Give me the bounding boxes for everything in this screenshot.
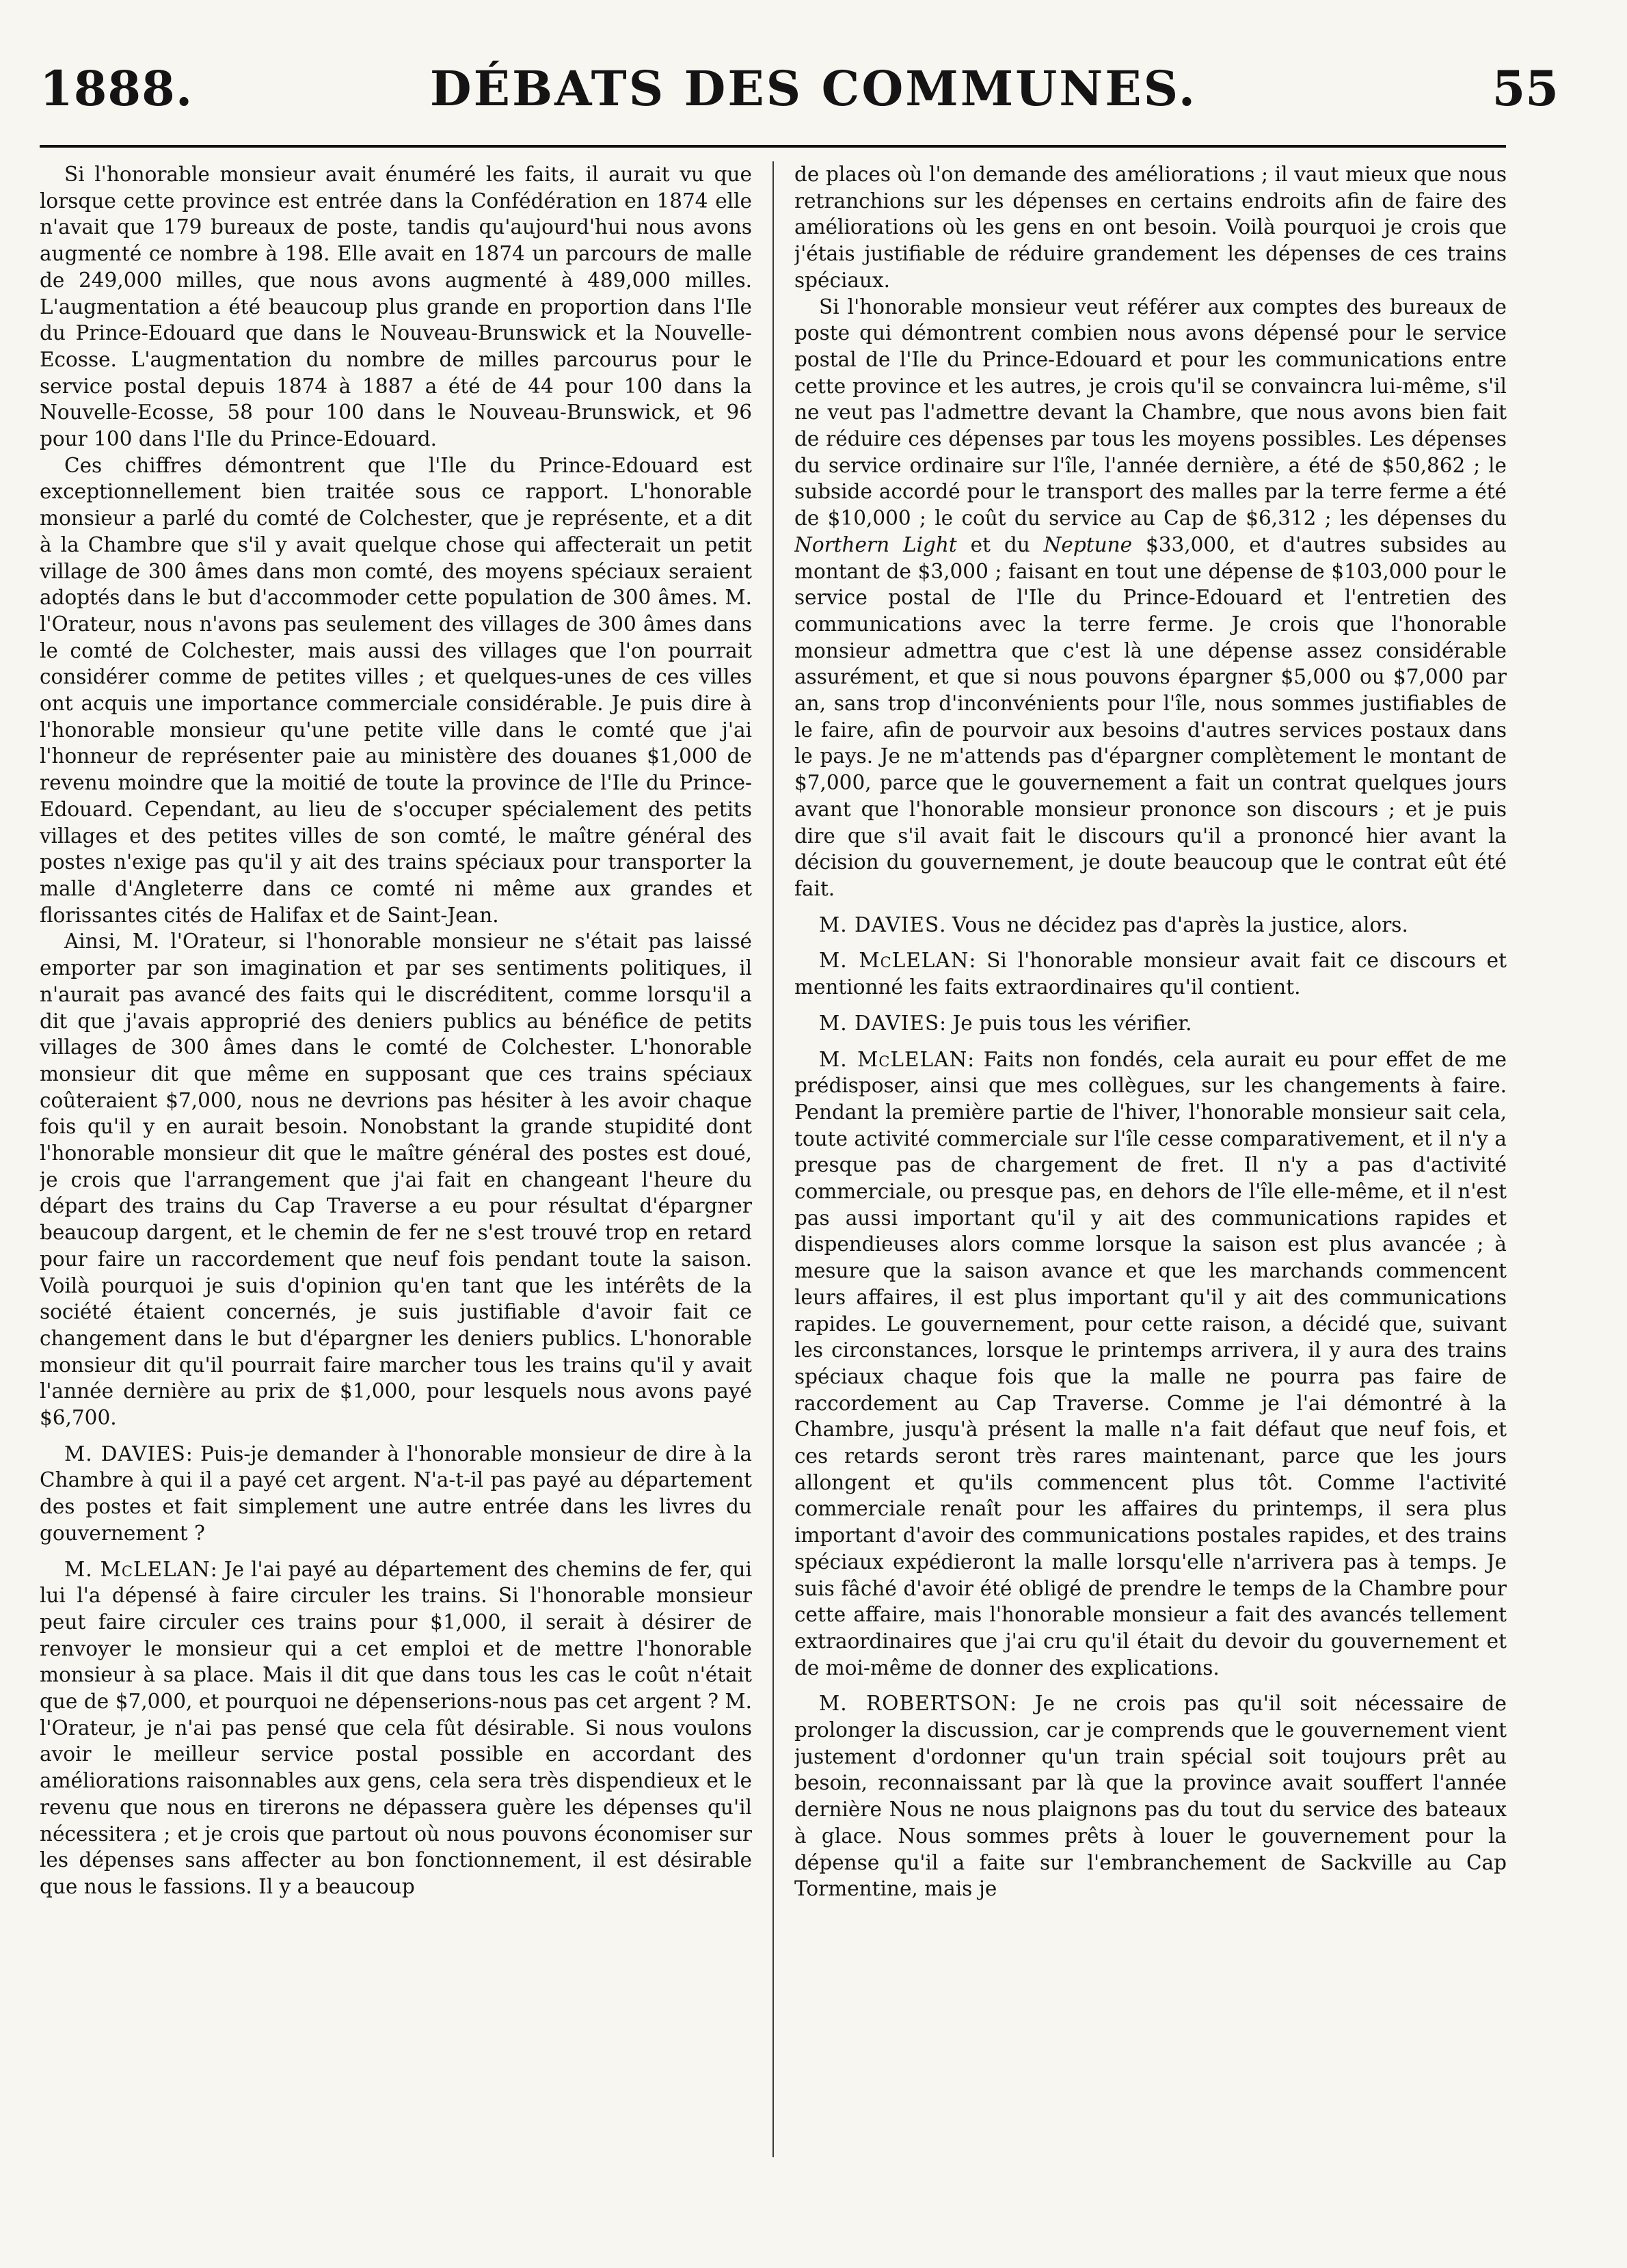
speaker-name: M. McLELAN <box>819 949 969 973</box>
ship-name: Neptune <box>1043 532 1133 556</box>
speech <box>40 1441 752 1547</box>
paragraph-text: et du <box>956 532 1044 556</box>
paragraph: Ces chiffres démontrent que l'Ile du Prince-Edouard est exceptionnellement bien traitée sous ce rapport. L'honorable monsieur a parlé du comté de Colchester, que je représente, et a dit à la Chambre que s'il y avait quelque chose qui affecterait un petit village de 300 âmes dans mon comté, des moyens spéciaux seraient adoptés dans le but d'accommoder cette population de 300 âmes. M. l'Orateur, nous n'avons pas seulement des villages de 300 âmes dans le comté de Colchester, mais aussi des villages que l'on pourrait considérer comme de petites villes ; et quelques-unes de ces villes ont acquis une importance commerciale considérable. Je puis dire à l'honorable monsieur qu'une petite ville dans le comté que j'ai l'honneur de représenter paie au ministère des douanes $1,000 de revenu moindre que la moitié de toute la province de l'Ile du Prince-Edouard. Cependant, au lieu de s'occuper spécialement des petits villages et des petites villes de son comté, le maître général des postes n'exige pas qu'il y ait des trains spéciaux pour transporter la malle d'Angleterre dans ce comté ni même aux grandes et florissantes cités de Halifax et de Saint-Jean. <box>40 453 752 927</box>
speech-text: : Puis-je demander à l'honorable monsieur de dire à la Chambre à qui il a payé cet argent. N'a-t-il pas payé au département des postes et fait simplement une autre entrée dans les livres du gouvernement ? <box>40 1442 752 1545</box>
speech-text: . Vous ne décidez pas d'après la justice, alors. <box>939 913 1408 936</box>
paragraph: Si l'honorable monsieur avait énuméré les faits, il aurait vu que lorsque cette province est entrée dans la Confédération en 1874 elle n'avait que 179 bureaux de poste, tandis qu'aujourd'hui nous avons augmenté ce nombre à 198. Elle avait en 1874 un parcours de malle de 249,000 milles, que nous avons augmenté à 489,000 milles. L'augmentation a été beaucoup plus grande en proportion dans l'Ile du Prince-Edouard que dans le Nouveau-Brunswick et la Nouvelle-Ecosse. L'augmentation du nombre de milles parcourus pour le service postal depuis 1874 à 1887 a été de 44 pour 100 dans la Nouvelle-Ecosse, 58 pour 100 dans le Nouveau-Brunswick, et 96 pour 100 dans l'Ile du Prince-Edouard. <box>40 163 752 451</box>
header-rule <box>40 145 1506 148</box>
column-divider <box>772 161 774 2157</box>
speaker-name: M. DAVIES <box>819 1011 940 1035</box>
speech <box>794 1047 1507 1682</box>
ship-name: Northern Light <box>794 532 957 556</box>
left-column <box>40 161 752 2226</box>
speech <box>40 1556 752 1900</box>
paragraph: Ainsi, M. l'Orateur, si l'honorable monsieur ne s'était pas laissé emporter par son imagination et par ses sentiments politiques, il n'aurait pas avancé des faits qui le discréditent, comme lorsqu'il a dit que j'avais approprié des deniers publics au bénéfice de petits villages de 300 âmes dans le comté de Colchester. L'honorable monsieur dit que même en supposant que ces trains spéciaux coûteraient $7,000, nous ne devrions pas hésiter à les avoir chaque fois qu'il y en aurait besoin. Nonobstant la grande stupidité dont l'honorable monsieur dit que le maître général des postes est doué, je crois que l'arrangement que j'ai fait en changeant l'heure du départ des trains du Cap Traverse a eu pour résultat d'épargner beaucoup dargent, et le chemin de fer ne s'est trouvé trop en retard pour faire un raccordement que neuf fois pendant toute la saison. Voilà pourquoi je suis d'opinion qu'en tant que les intérêts de la société étaient concernés, je suis justifiable d'avoir fait ce changement dans le but d'épargner les deniers publics. L'honorable monsieur dit qu'il pourrait faire marcher tous les trains qu'il y avait l'année dernière au prix de $1,000, pour lesquels nous avons payé $6,700. <box>40 930 752 1430</box>
page-header <box>0 0 1627 137</box>
speaker-name: M. ROBERTSON <box>819 1692 1010 1716</box>
paragraph <box>794 294 1507 902</box>
speech-text: : Je puis tous les vérifier. <box>939 1011 1192 1035</box>
speech <box>794 1690 1507 1902</box>
speaker-name: M. McLELAN <box>64 1557 211 1581</box>
header-title: DÉBATS DES COMMUNES. <box>429 60 1198 117</box>
page-number: 55 <box>1492 60 1559 117</box>
header-year: 1888. <box>40 60 193 117</box>
speech-text: : Je l'ai payé au département des chemins de fer, qui lui l'a dépensé à faire circuler les trains. Si l'honorable monsieur peut faire circuler ces trains pour $1,000, il serait à désirer de renvoyer le monsieur qui a cet emploi et de mettre l'honorable monsieur à sa place. Mais il dit que dans tous les cas le coût n'était que de $7,000, et pourquoi ne dépenserions-nous pas cet argent ? M. l'Orateur, je n'ai pas pensé que cela fût désirable. Si nous voulons avoir le meilleur service postal possible en accordant des améliorations raisonnables aux gens, cela sera très dispendieux et le revenu que nous en tirerons ne dépassera guère les dépenses qu'il nécessitera ; et je crois que partout où nous pouvons économiser sur les dépenses sans affecter au bon fonctionnement, il est désirable que nous le fassions. Il y a beaucoup <box>40 1557 752 1898</box>
paragraph-text: $33,000, et d'autres subsides au montant de $3,000 ; faisant en tout une dépense de $103,000 pour le service postal de l'Ile du Prince-Edouard et l'entretien des communications avec la terre ferme. Je crois que l'honorable monsieur admettra que c'est là une dépense assez considérable assurément, et que si nous pouvons épargner $5,000 ou $7,000 par an, sans trop d'inconvénients pour l'île, nous sommes justifiables de le faire, afin de pourvoir aux besoins d'autres services postaux dans le pays. Je ne m'attends pas d'épargner complètement le montant de $7,000, parce que le gouvernement a fait un contrat quelques jours avant que l'honorable monsieur prononce son discours ; et je puis dire que s'il avait fait le discours qu'il a prononcé hier avant la décision du gouvernement, je doute beaucoup que le contrat eût été fait. <box>794 532 1507 900</box>
speech-text: : Faits non fondés, cela aurait eu pour effet de me prédisposer, ainsi que mes collègues, sur les changements à faire. Pendant la première partie de l'hiver, l'honorable monsieur sait cela, toute activité commerciale sur l'île cesse comparativement, et il n'y a presque pas de chargement de fret. Il n'y a pas d'activité commerciale, ou presque pas, en dehors de l'île elle-même, et il n'est pas aussi important qu'il y ait des communications rapides et dispendieuses alors comme lorsque la saison est plus avancée ; à mesure que la saison avance et que les marchands commencent leurs affaires, il est plus important qu'il y ait des communications rapides. Le gouvernement, pour cette raison, a décidé que, suivant les circonstances, lorsque le printemps arrivera, il y aura des trains spéciaux chaque fois que la malle ne pourra pas faire de raccordement au Cap Traverse. Comme je l'ai démontré à la Chambre, jusqu'à présent la malle n'a fait défaut que neuf fois, et ces retards seront très rares maintenant, parce que les jours allongent et qu'ils commencent plus tôt. Comme l'activité commerciale renaît pour les affaires du printemps, il sera plus important d'avoir des communications postales rapides, et des trains spéciaux expédieront la malle lorsqu'elle n'arrivera pas à temps. Je suis fâché d'avoir été obligé de prendre le temps de la Chambre pour cette affaire, mais l'honorable monsieur a fait des avancés tellement extraordinaires que j'ai cru qu'il était du devoir du gouvernement et de moi-même de donner des explications. <box>794 1047 1507 1679</box>
speech <box>794 912 1507 939</box>
speech <box>794 947 1507 1000</box>
speaker-name: M. DAVIES <box>819 913 940 936</box>
speech-text: : Je ne crois pas qu'il soit nécessaire de prolonger la discussion, car je comprends que le gouvernement vient justement d'ordonner qu'un train spécial soit toujours prêt au besoin, reconnaissant par là que la province avait souffert l'année dernière Nous ne nous plaignons pas du tout du service des bateaux à glace. Nous sommes prêts à louer le gouvernement pour la dépense qu'il a faite sur l'embranchement de Sackville au Cap Tormentine, mais je <box>794 1692 1507 1901</box>
paragraph-text: Si l'honorable monsieur veut référer aux comptes des bureaux de poste qui démontrent combien nous avons dépensé pour le service postal de l'Ile du Prince-Edouard et pour les communications entre cette province et les autres, je crois qu'il se convaincra lui-même, s'il ne veut pas l'admettre devant la Chambre, que nous avons bien fait de réduire ces dépenses par tous les moyens possibles. Les dépenses du service ordinaire sur l'île, l'année dernière, a été de $50,862 ; le subside accordé pour le transport des malles par la terre ferme a été de $10,000 ; le coût du service au Cap de $6,312 ; les dépenses du <box>794 295 1507 530</box>
speech <box>794 1010 1507 1037</box>
speech-text: : Si l'honorable monsieur avait fait ce discours et mentionné les faits extraordinaires qu'il contient. <box>794 949 1507 999</box>
right-column <box>794 161 1507 2226</box>
paragraph: de places où l'on demande des améliorations ; il vaut mieux que nous retranchions sur les dépenses en certains endroits afin de faire des améliorations où les gens en ont besoin. Voilà pourquoi je crois que j'étais justifiable de réduire grandement les dépenses de ces trains spéciaux. <box>794 163 1507 292</box>
speaker-name: M. DAVIES <box>64 1442 186 1466</box>
speaker-name: M. McLELAN <box>819 1047 968 1071</box>
